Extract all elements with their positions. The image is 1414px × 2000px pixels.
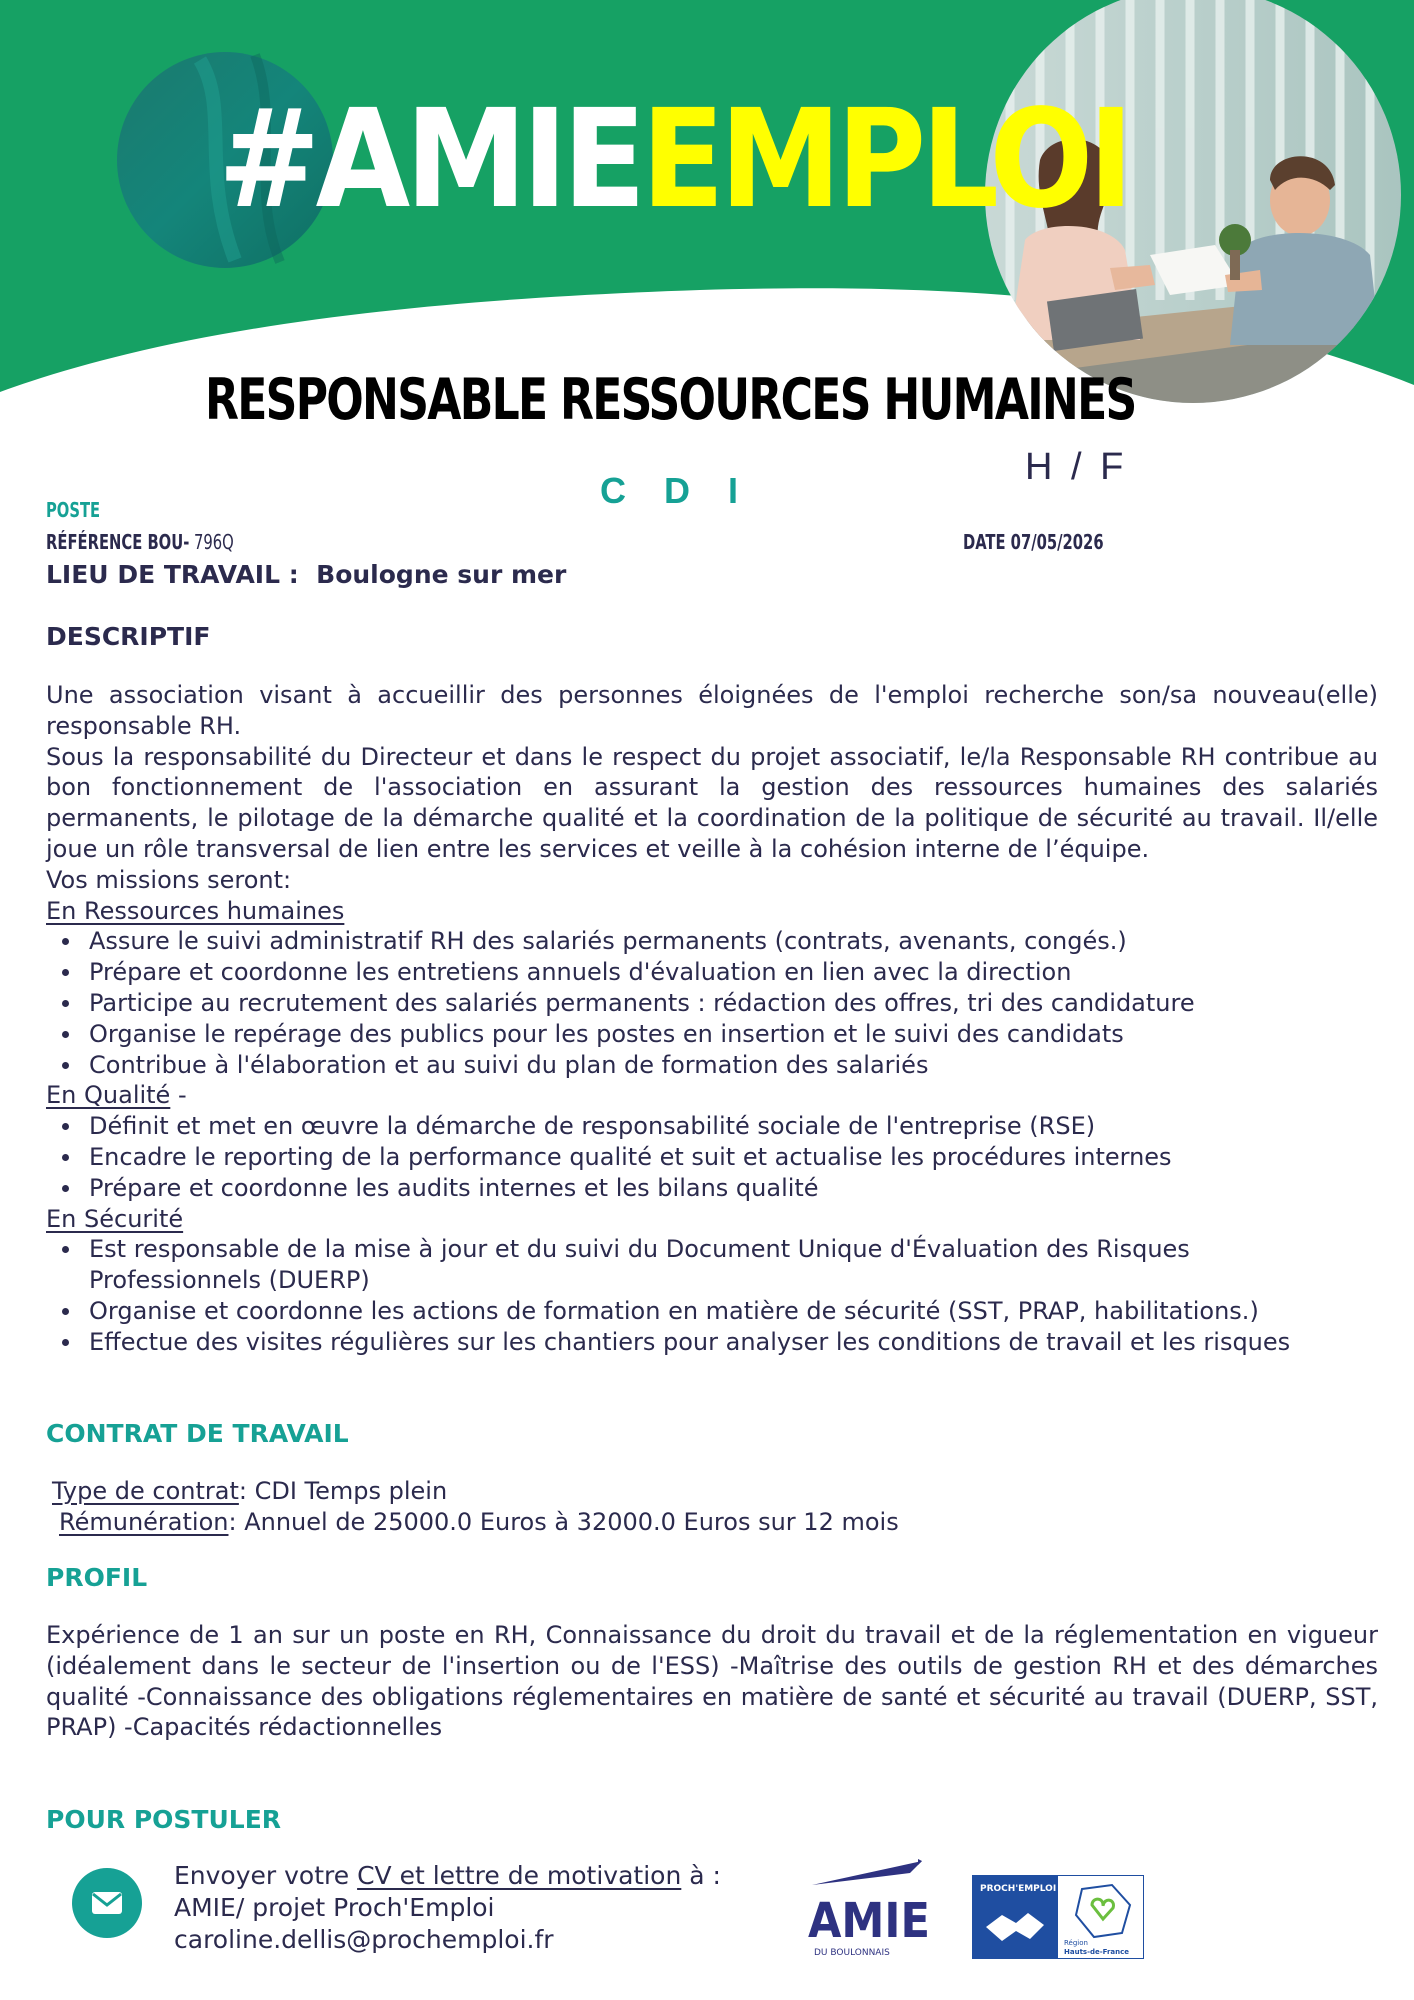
reference	[46, 530, 234, 554]
descriptif-body	[46, 680, 1378, 1358]
rh-list	[46, 926, 1378, 1080]
list-item: Participe au recrutement des salariés permanents : rédaction des offres, tri des candidature	[89, 988, 1378, 1019]
security-list	[46, 1234, 1378, 1357]
list-item: Assure le suivi administratif RH des salariés permanents (contrats, avenants, congés.)	[89, 926, 1378, 957]
profil-body	[46, 1620, 1378, 1743]
poste-label: POSTE	[46, 498, 101, 522]
job-title: RESPONSABLE RESSOURCES HUMAINES	[205, 367, 1136, 433]
contrat-heading: CONTRAT DE TRAVAIL	[46, 1419, 349, 1448]
list-item: Prépare et coordonne les audits internes et les bilans qualité	[89, 1173, 1378, 1204]
rh-heading: En Ressources humaines	[46, 896, 345, 925]
list-item: Organise le repérage des publics pour les postes en insertion et le suivi des candidats	[89, 1019, 1378, 1050]
contract-type-value: : CDI Temps plein	[238, 1477, 448, 1505]
contract-type-label: C D I	[600, 470, 753, 511]
region-label-1: Région	[1064, 1939, 1088, 1947]
quality-list	[46, 1111, 1378, 1203]
list-item: Contribue à l'élaboration et au suivi du plan de formation des salariés	[89, 1050, 1378, 1081]
proch-emploi-text: PROCH'EMPLOI	[980, 1884, 1057, 1894]
brand-hashtag-title	[218, 81, 1129, 239]
amie-logo-text: AMIE	[808, 1893, 930, 1949]
location-label: LIEU DE TRAVAIL :	[46, 560, 299, 589]
work-location	[46, 560, 566, 589]
location-value: Boulogne sur mer	[316, 560, 567, 589]
contract-type-field-label: Type de contrat	[52, 1477, 239, 1505]
security-heading: En Sécurité	[46, 1204, 184, 1233]
list-item: Définit et met en œuvre la démarche de responsabilité sociale de l'entreprise (RSE)	[89, 1111, 1378, 1142]
proch-emploi-logo	[972, 1875, 1144, 1959]
date	[963, 530, 1104, 554]
postuler-heading: POUR POSTULER	[46, 1805, 282, 1834]
contrat-body	[46, 1476, 1378, 1538]
date-label: DATE	[963, 530, 1006, 554]
salary-value: : Annuel de 25000.0 Euros à 32000.0 Euros sur 12 mois	[228, 1507, 899, 1536]
amie-logo	[800, 1855, 930, 1960]
profil-heading: PROFIL	[46, 1563, 148, 1592]
list-item: Encadre le reporting de la performance qualité et suit et actualise les procédures internes	[89, 1142, 1378, 1173]
list-item: Prépare et coordonne les entretiens annuels d'évaluation en lien avec la direction	[89, 957, 1378, 988]
region-label-2: Hauts-de-France	[1064, 1948, 1130, 1956]
apply-instructions	[174, 1860, 721, 1956]
list-item: Effectue des visites régulières sur les chantiers pour analyser les conditions de travail et les risques	[89, 1327, 1378, 1358]
apply-email[interactable]: caroline.dellis@prochemploi.fr	[174, 1925, 554, 1954]
apply-organization: AMIE/ projet Proch'Emploi	[174, 1893, 495, 1922]
salary-label: Rémunération	[59, 1507, 229, 1536]
descriptif-paragraph: Sous la responsabilité du Directeur et dans le respect du projet associatif, le/la Responsable RH contribue au bon fonctionnement de l'association en assurant la gestion des ressources humaines des salariés permanents, le pilotage de la démarche qualité et la coordination de la politique de sécurité au travail. Il/elle joue un rôle transversal de lien entre les services et veille à la cohésion interne de l’équipe.	[46, 742, 1378, 863]
list-item: Est responsable de la mise à jour et du suivi du Document Unique d'Évaluation des Risques Professionnels (DUERP)	[89, 1234, 1269, 1296]
apply-prefix: Envoyer votre	[174, 1861, 358, 1890]
profil-text: Expérience de 1 an sur un poste en RH, Connaissance du droit du travail et de la réglementation en vigueur (idéalement dans le secteur de l'insertion ou de l'ESS) -Maîtrise des outils de gestion RH et des démarches qualité -Connaissance des obligations réglementaires en matière de santé et sécurité au travail (DUERP, SST, PRAP) -Capacités rédactionnelles	[46, 1621, 1378, 1742]
missions-intro: Vos missions seront:	[46, 865, 292, 894]
reference-label: RÉFÉRENCE BOU-	[46, 530, 190, 554]
brand-suffix: EMPLOI	[641, 81, 1129, 239]
descriptif-heading: DESCRIPTIF	[46, 622, 211, 651]
quality-heading: En Qualité	[46, 1081, 171, 1110]
descriptif-intro: Une association visant à accueillir des personnes éloignées de l'emploi recherche son/sa nouveau(elle) responsable RH.	[46, 681, 1378, 740]
gender-label: H / F	[1025, 446, 1128, 488]
brand-prefix: #AMIE	[218, 81, 642, 239]
date-value: 07/05/2026	[1005, 530, 1104, 554]
apply-suffix: à :	[681, 1861, 721, 1890]
mail-icon	[72, 1868, 142, 1938]
cv-link[interactable]: CV et lettre de motivation	[357, 1861, 682, 1890]
reference-value: 796Q	[189, 530, 234, 554]
quality-suffix: -	[170, 1081, 187, 1110]
amie-logo-sub: DU BOULONNAIS	[814, 1948, 890, 1958]
list-item: Organise et coordonne les actions de formation en matière de sécurité (SST, PRAP, habilitations.)	[89, 1296, 1378, 1327]
